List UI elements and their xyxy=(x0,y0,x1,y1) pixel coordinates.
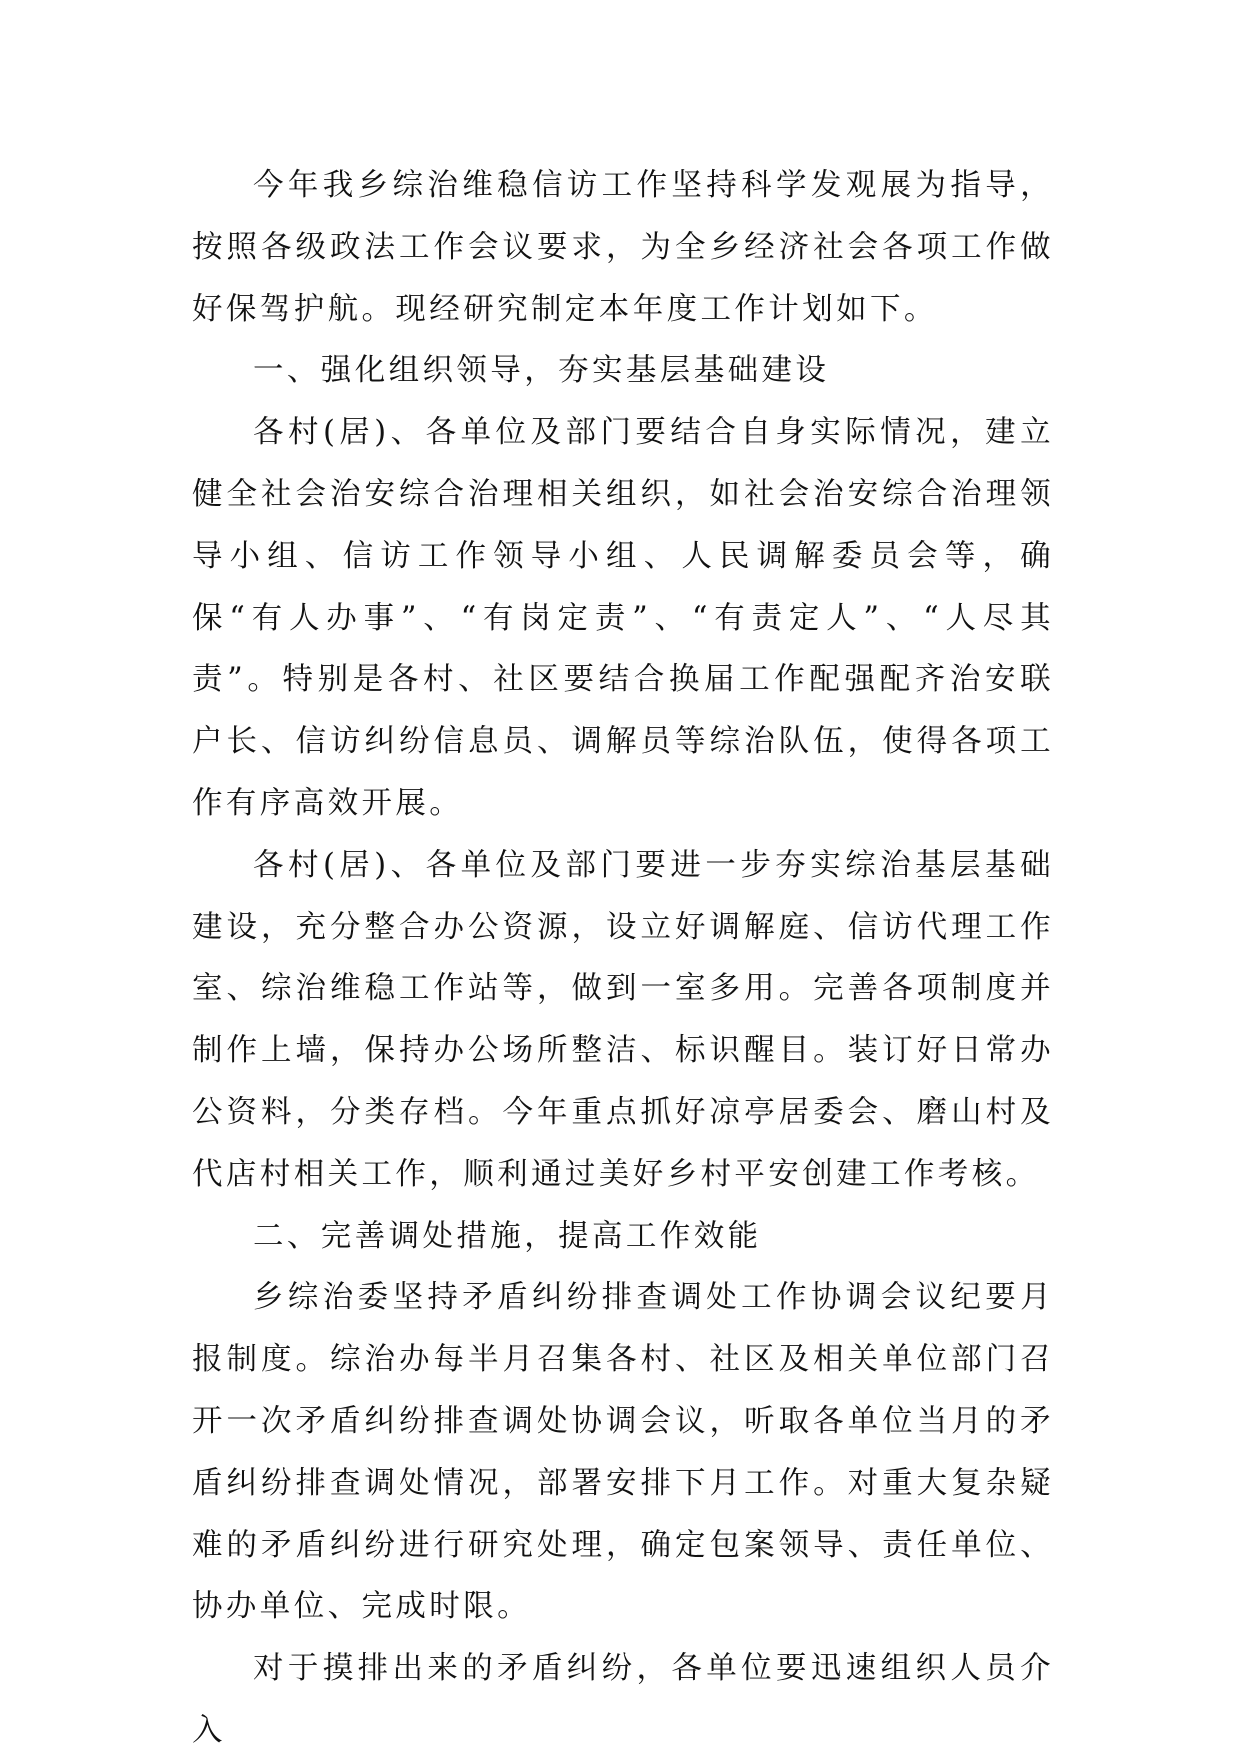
body-paragraph: 乡综治委坚持矛盾纠纷排查调处工作协调会议纪要月报制度。综治办每半月召集各村、社区及相关单位部门召开一次矛盾纠纷排查调处协调会议，听取各单位当月的矛盾纠纷排查调处情况，部署安排下月工作。对重大复杂疑难的矛盾纠纷进行研究处理，确定包案领导、责任单位、协办单位、完成时限。 xyxy=(192,1280,1054,1625)
section-heading-1: 一、强化组织领导，夯实基层基础建设 xyxy=(253,353,830,389)
body-paragraph: 各村(居)、各单位及部门要进一步夯实综治基层基础建设，充分整合办公资源，设立好调解庭、信访代理工作室、综治维稳工作站等，做到一室多用。完善各项制度并制作上墙，保持办公场所整洁、标识醒目。装订好日常办公资料，分类存档。今年重点抓好凉亭居委会、磨山村及代店村相关工作，顺利通过美好乡村平安创建工作考核。 xyxy=(192,847,1054,1192)
document-body xyxy=(192,155,1054,1762)
section-heading-2: 二、完善调处措施，提高工作效能 xyxy=(253,1218,762,1254)
body-paragraph: 各村(居)、各单位及部门要结合自身实际情况，建立健全社会治安综合治理相关组织，如社会治安综合治理领导小组、信访工作领导小组、人民调解委员会等，确保“有人办事”、“有岗定责”、“有责定人”、“人尽其责”。特别是各村、社区要结合换届工作配强配齐治安联户长、信访纠纷信息员、调解员等综治队伍，使得各项工作有序高效开展。 xyxy=(192,415,1054,821)
intro-paragraph: 今年我乡综治维稳信访工作坚持科学发观展为指导，按照各级政法工作会议要求，为全乡经济社会各项工作做好保驾护航。现经研究制定本年度工作计划如下。 xyxy=(192,168,1054,327)
body-paragraph: 对于摸排出来的矛盾纠纷，各单位要迅速组织人员介入 xyxy=(192,1651,1054,1748)
